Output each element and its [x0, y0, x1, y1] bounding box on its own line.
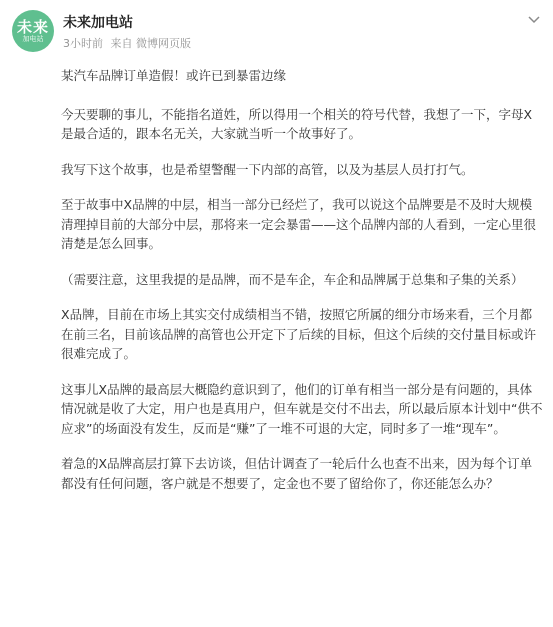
- author-name[interactable]: 未来加电站: [63, 15, 133, 31]
- post-paragraph: 我写下这个故事，也是希望警醒一下内部的高管，以及为基层人员打打气。: [61, 161, 474, 177]
- post-paragraph: 某汽车品牌订单造假！或许已到暴雷边缘: [61, 68, 287, 83]
- post-paragraph: 今天要聊的事儿，不能指名道姓，所以得用一个相关的符号代替，我想了一下，字母X是最合适的，跟本名无关，大家就当听一个故事好了。: [61, 106, 533, 141]
- avatar-text-main: 未来: [16, 17, 49, 36]
- post-paragraph: 这事儿X品牌的最高层大概隐约意识到了，他们的订单有相当一部分是有问题的，具体情况就是收了大定，用户也是真用户，但车就是交付不出去，所以最后原本计划中“供不应求”的场面没有发生，反而是“赚”了一堆不可退的大定，同时多了一堆“现车”。: [61, 381, 543, 436]
- post-time[interactable]: 3小时前: [63, 37, 103, 50]
- post-paragraph: 至于故事中X品牌的中层，相当一部分已经烂了，我可以说这个品牌要是不及时大规模清理掉目前的大部分中层，那将来一定会暴雷——这个品牌内部的人看到，一定心里很清楚是怎么回事。: [61, 197, 537, 251]
- post-paragraph: 着急的X品牌高层打算下去访谈，但估计调查了一轮后什么也查不出来，因为每个订单都没有任何问题，客户就是不想要了，定金也不要了留给你了，你还能怎么办？: [61, 456, 533, 491]
- post-content: [61, 66, 543, 509]
- avatar-text-sub: 加电站: [22, 34, 44, 43]
- post-paragraph: X品牌，目前在市场上其实交付成绩相当不错，按照它所属的细分市场来看，三个月都在前三名，目前该品牌的高管也公开定下了后续的目标，但这个后续的交付量目标或许很难完成了。: [61, 307, 537, 361]
- avatar[interactable]: [12, 10, 54, 52]
- chevron-down-icon[interactable]: [526, 12, 542, 28]
- post-meta: [63, 37, 195, 51]
- post-paragraph: （需要注意，这里我提的是品牌，而不是车企，车企和品牌属于总集和子集的关系）: [61, 271, 524, 287]
- post-source: 来自 微博网页版: [110, 37, 191, 50]
- post-header: [12, 10, 542, 62]
